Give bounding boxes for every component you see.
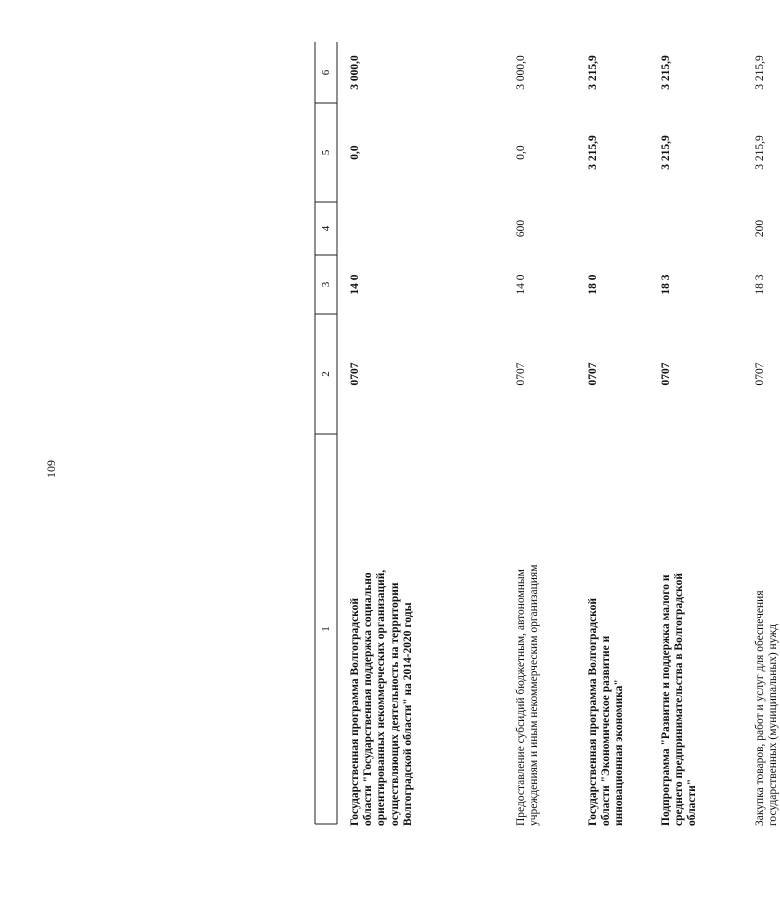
header-col-2: 2	[320, 371, 332, 377]
row-col-6: 3 215,9	[660, 55, 672, 90]
header-col-6: 6	[320, 69, 332, 76]
row-col-4: 200	[754, 219, 766, 238]
row-col-5: 3 215,9	[660, 135, 672, 170]
row-name: Предоставление субсидий бюджетным, автономным учреждениям и иным некоммерческим организациям	[515, 564, 541, 826]
row-col-2: 0707	[515, 362, 527, 386]
rotated-budget-table	[314, 42, 780, 832]
header-col-3: 3	[320, 281, 332, 288]
row-col-6: 3 215,9	[754, 55, 766, 90]
row-col-3: 14 0	[349, 274, 361, 295]
row-col-3: 18 3	[754, 274, 766, 295]
row-name: Государственная программа Волгоградской области "Экономическое развитие и инновационная экономика"	[587, 597, 626, 826]
row-col-3: 18 3	[660, 274, 672, 295]
row-col-6: 3 000,0	[349, 55, 361, 90]
row-col-2: 0707	[754, 362, 766, 386]
header-col-1: 1	[320, 626, 332, 632]
row-col-5: 3 215,9	[587, 135, 599, 170]
row-col-2: 0707	[349, 362, 361, 386]
row-name: Государственная программа Волгоградской области "Государственная поддержка социально ориентированных некоммерческих организаций, осуществляющих деятельность на территории Волгоградской области" на 2014-2020 годы	[349, 569, 414, 826]
row-col-5: 0,0	[349, 145, 361, 160]
row-col-2: 0707	[587, 362, 599, 386]
row-name: Подпрограмма "Развитие и поддержка малого и среднего предпринимательства в Волгоградской области"	[660, 573, 699, 826]
row-col-3: 18 0	[587, 274, 599, 295]
row-col-3: 14 0	[515, 274, 527, 295]
row-col-2: 0707	[660, 362, 672, 386]
row-col-5: 3 215,9	[754, 135, 766, 170]
row-col-6: 3 215,9	[587, 55, 599, 90]
row-col-4: 600	[515, 219, 527, 238]
row-name: Закупка товаров, работ и услуг для обеспечения государственных (муниципальных) нужд	[754, 590, 780, 826]
row-col-5: 0,0	[515, 145, 527, 160]
header-col-5: 5	[320, 149, 332, 156]
row-col-6: 3 000,0	[515, 55, 527, 90]
page-number: 109	[44, 460, 58, 478]
header-col-4: 4	[320, 225, 332, 232]
